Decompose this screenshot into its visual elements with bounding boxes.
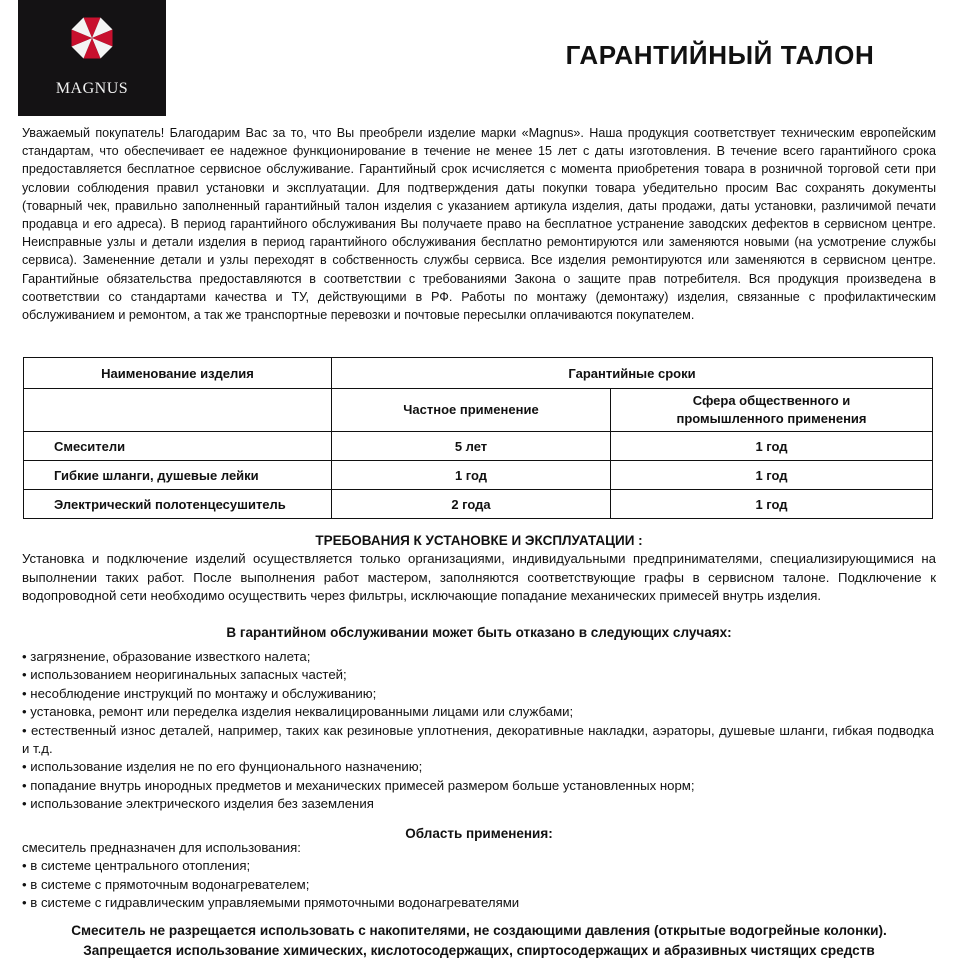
- warning-line: Смеситель не разрещается использовать с накопителями, не создающими давления (открытые водогрейные колонки).: [22, 921, 936, 941]
- public-term: 1 год: [611, 461, 933, 490]
- table-subheader-row: [24, 389, 933, 432]
- list-item: • в системе центрального отопления;: [22, 857, 519, 876]
- header-empty-cell: [24, 389, 332, 432]
- product-name: Гибкие шланги, душевые лейки: [24, 461, 332, 490]
- warning-line: Запрещается использование химических, кислотосодержащих, спиртосодержащих и абразивных чистящих средств: [22, 941, 936, 960]
- application-intro: смеситель предназначен для использования:: [22, 840, 301, 855]
- requirements-text: Установка и подключение изделий осуществляется только организациями, индивидуальными предпринимателями, специализирующимися на выполнении таких работ. После выполнения работ мастером, заполняются соответствующие графы в сервисном талоне. Подключение к водопроводной сети необходимо осуществить через фильтры, исключающие попадание механических примесей внутрь изделия.: [22, 550, 936, 606]
- table-header-row: [24, 358, 933, 389]
- warning-block: [22, 921, 936, 960]
- private-term: 2 года: [332, 490, 611, 519]
- requirements-heading: ТРЕБОВАНИЯ К УСТАНОВКЕ И ЭКСПЛУАТАЦИИ :: [22, 533, 936, 548]
- list-item: • установка, ремонт или переделка изделия неквалицированными лицами или службами;: [22, 703, 934, 721]
- brand-name: MAGNUS: [18, 80, 166, 98]
- refusal-heading: В гарантийном обслуживании может быть отказано в следующих случаях:: [22, 625, 936, 640]
- intro-paragraph: Уважаемый покупатель! Благодарим Вас за то, что Вы преобрели изделие марки «Magnus». Наша продукция соответствует техническим европейским стандартам, что обеспечивает ее надежное функционирование в течение не менее 15 лет с даты изготовления. В течение всего гарантийного срока предоставляется бесплатное сервисное обслуживание. Гарантийный срок исчисляется с момента приобретения товара в розничной торговой сети при условии соблюдения правил установки и эксплуатации. Для подтверждения даты покупки товара убедительно просим Вас сохранять документы (товарный чек, правильно заполненный гарантийный талон изделия с указанием артикула изделия, даты продажи, даты установки, различимой печати продавца и его адреса). В период гарантийного обслуживания Вы получаете право на бесплатное устранение заводских дефектов в сервисном центре. Неисправные узлы и детали изделия в период гарантийного обслуживания бесплатно ремонтируются или заменяются новыми (на усмотрение службы сервиса). Замененние детали и узлы переходят в собственность службы сервиса. Все изделия ремонтируются или заменяются в сервисном центре. Гарантийные обязательства предоставляются в соответствии с требованиями Закона о защите прав потребителя. Вся продукция произведена в соответствии со стандартами качества и ТУ, действующими в РФ. Работы по монтажу (демонтажу) изделия, связанные с профилактическим обслуживанием и ремонтом, а так же транспортные перевозки и почтовые пересылки оплачиваются покупателем.: [22, 124, 936, 324]
- page-title: ГАРАНТИЙНЫЙ ТАЛОН: [520, 40, 920, 71]
- public-term: 1 год: [611, 432, 933, 461]
- header-private-use: Частное применение: [332, 389, 611, 432]
- private-term: 5 лет: [332, 432, 611, 461]
- application-list: [22, 857, 519, 913]
- header-product-name: Наименование изделия: [24, 358, 332, 389]
- list-item: • несоблюдение инструкций по монтажу и обслуживанию;: [22, 685, 934, 703]
- list-item: • использование изделия не по его фунционального назначению;: [22, 758, 934, 776]
- list-item: • использование электрического изделия без заземления: [22, 795, 934, 813]
- product-name: Электрический полотенцесушитель: [24, 490, 332, 519]
- header-public-use-line1: Сфера общественного и: [693, 393, 851, 408]
- umbrella-emblem-icon: [64, 10, 120, 66]
- refusal-list: [22, 648, 934, 814]
- header-public-use-line2: промышленного применения: [676, 411, 866, 426]
- header-warranty-terms: Гарантийные сроки: [332, 358, 933, 389]
- list-item: • естественный износ деталей, например, таких как резиновые уплотнения, декоративные накладки, аэраторы, душевые шланги, гибкая подводка и т.д.: [22, 722, 934, 759]
- list-item: • попадание внутрь инородных предметов и механических примесей размером больше установленных норм;: [22, 777, 934, 795]
- brand-logo: [18, 0, 166, 116]
- table-row: [24, 432, 933, 461]
- table-row: [24, 461, 933, 490]
- list-item: • в системе с прямоточным водонагревателем;: [22, 876, 519, 895]
- application-heading: Область применения:: [22, 826, 936, 841]
- list-item: • в системе с гидравлическим управляемыми прямоточными водонагревателями: [22, 894, 519, 913]
- header-public-use: [611, 389, 933, 432]
- public-term: 1 год: [611, 490, 933, 519]
- list-item: • использованием неоригинальных запасных частей;: [22, 666, 934, 684]
- list-item: • загрязнение, образование известкого налета;: [22, 648, 934, 666]
- warranty-table: [23, 357, 933, 519]
- product-name: Смесители: [24, 432, 332, 461]
- table-row: [24, 490, 933, 519]
- private-term: 1 год: [332, 461, 611, 490]
